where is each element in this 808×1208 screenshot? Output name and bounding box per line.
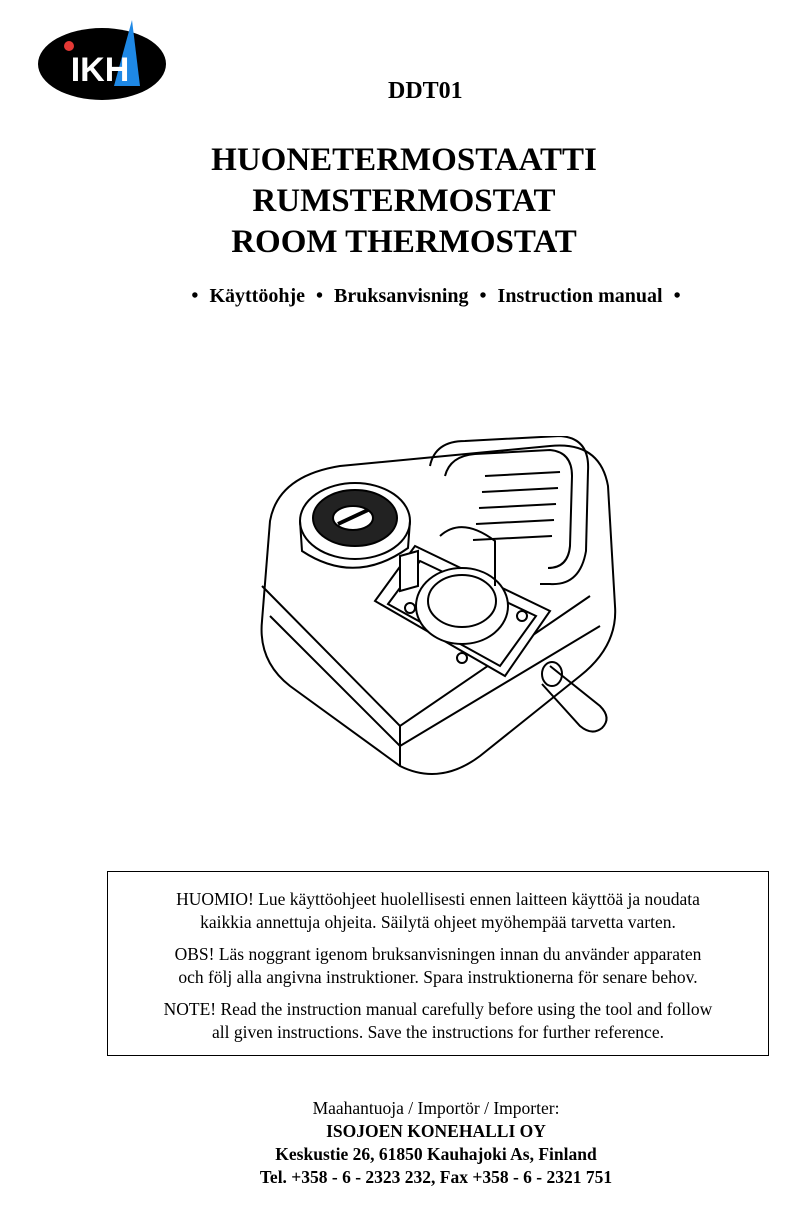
thermostat-drawing (250, 436, 630, 796)
importer-company: ISOJOEN KONEHALLI OY (326, 1121, 546, 1141)
bullet: • (479, 285, 487, 307)
manual-finnish: Käyttöohje (209, 285, 305, 307)
thermostat-illustration (250, 436, 630, 796)
importer-phone: Tel. +358 - 6 - 2323 232, Fax +358 - 6 - 2321 751 (259, 1167, 613, 1187)
title-swedish: RUMSTERMOSTAT (252, 183, 556, 219)
notice-finnish (116, 888, 760, 934)
notice-english-line2: all given instructions. Save the instructions for further reference. (212, 1022, 664, 1042)
model-number: DDT01 (388, 78, 463, 104)
manual-swedish: Bruksanvisning (334, 285, 469, 307)
notice-finnish-line2: kaikkia annettuja ohjeita. Säilytä ohjeet myöhempää tarvetta varten. (200, 912, 676, 932)
bullet: • (315, 285, 323, 307)
title-english: ROOM THERMOSTAT (231, 224, 577, 260)
bullet: • (191, 285, 199, 307)
notice-english (116, 998, 760, 1044)
ikh-logo-graphic (36, 18, 168, 104)
notice-swedish-line2: och följ alla angivna instruktioner. Spara instruktionerna för senare behov. (178, 967, 698, 987)
bullet: • (673, 285, 681, 307)
safety-notice-box (107, 871, 769, 1056)
notice-finnish-line1: HUOMIO! Lue käyttöohjeet huolellisesti ennen laitteen käyttöä ja noudata (176, 889, 700, 909)
ikh-logo (36, 18, 168, 104)
importer-label: Maahantuoja / Importör / Importer: (312, 1098, 560, 1118)
title-block (0, 140, 808, 263)
notice-swedish-line1: OBS! Läs noggrant igenom bruksanvisningen innan du använder apparaten (174, 944, 702, 964)
manual-english: Instruction manual (497, 285, 663, 307)
notice-swedish (116, 943, 760, 989)
importer-address: Keskustie 26, 61850 Kauhajoki As, Finland (275, 1144, 597, 1164)
title-finnish: HUONETERMOSTAATTI (211, 142, 597, 178)
importer-info (0, 1097, 808, 1189)
manual-languages (0, 285, 808, 308)
notice-english-line1: NOTE! Read the instruction manual carefully before using the tool and follow (163, 999, 713, 1019)
svg-text:IKH: IKH (70, 51, 130, 89)
